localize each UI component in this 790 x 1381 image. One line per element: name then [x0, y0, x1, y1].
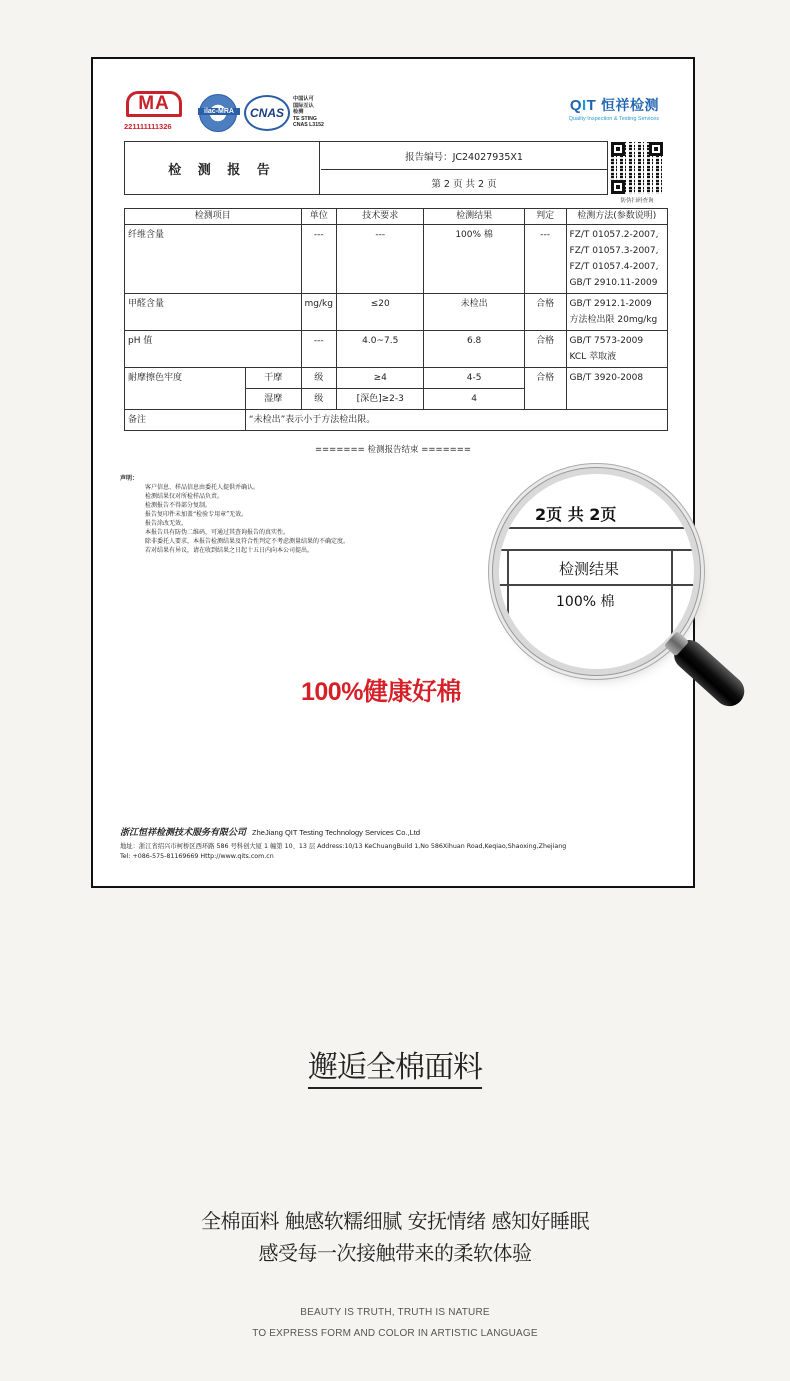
- col-header: 检测项目: [125, 209, 302, 225]
- magnified-header: 检测结果: [559, 560, 620, 578]
- col-header: 单位: [301, 209, 336, 225]
- report-title: 检 测 报 告: [125, 142, 320, 194]
- results-table: [124, 208, 668, 431]
- cell-subitem: 干摩: [245, 368, 301, 389]
- cell-req: ≤20: [336, 294, 424, 331]
- cell-unit: 级: [301, 389, 336, 410]
- promo-headline: 100%健康好棉: [301, 678, 461, 706]
- cell-verdict: 合格: [524, 294, 566, 331]
- cnas-logo: CNAS: [244, 95, 290, 131]
- magnified-result: 100% 棉: [556, 594, 615, 610]
- col-header: 检测结果: [424, 209, 524, 225]
- cell-unit: ---: [301, 331, 336, 368]
- description-copy: [0, 1205, 790, 1269]
- table-row: [125, 368, 668, 389]
- declaration-item: 检测报告不得部分复制。: [145, 502, 212, 509]
- cell-result: 100% 棉: [424, 225, 524, 294]
- cell-subitem: 湿摩: [245, 389, 301, 410]
- cell-result: 4-5: [424, 368, 524, 389]
- declaration: [120, 474, 349, 555]
- note-label: 备注: [125, 410, 246, 431]
- cell-verdict: ---: [524, 225, 566, 294]
- cell-method: FZ/T 01057.2-2007, FZ/T 01057.3-2007, FZ/T 01057.4-2007, GB/T 2910.11-2009: [566, 225, 667, 294]
- cma-number: 221111111326: [124, 122, 172, 131]
- table-header-row: [125, 209, 668, 225]
- qit-logo: QIT 恒祥检测 Quality Inspection & Testing Services: [568, 97, 659, 122]
- table-note-row: [125, 410, 668, 431]
- tagline-line: TO EXPRESS FORM AND COLOR IN ARTISTIC LANGUAGE: [252, 1328, 538, 1339]
- company-name: [120, 825, 420, 838]
- cnas-info: 中国认可 国际互认 检测 TE STING CNAS L3152: [293, 96, 324, 128]
- cell-result: 4: [424, 389, 524, 410]
- report-header: [124, 141, 608, 195]
- cell-verdict: 合格: [524, 331, 566, 368]
- cell-item: 纤维含量: [125, 225, 302, 294]
- page-indicator: 第 2 页 共 2 页: [431, 178, 497, 190]
- col-header: 检测方法(参数说明): [566, 209, 667, 225]
- table-row: [125, 294, 668, 331]
- cell-item: pH 值: [125, 331, 302, 368]
- cma-mark: MA: [126, 91, 182, 117]
- qr-code-icon: [611, 142, 663, 194]
- cell-item: 甲醛含量: [125, 294, 302, 331]
- cma-logo: [124, 91, 182, 133]
- note-text: “未检出”表示小于方法检出限。: [245, 410, 667, 431]
- cell-req: ≥4: [336, 368, 424, 389]
- report-end-marker: ======= 检测报告结束 =======: [314, 445, 472, 455]
- cell-req: 4.0~7.5: [336, 331, 424, 368]
- declaration-item: 客户信息、样品信息由委托人提供并确认。: [145, 484, 260, 491]
- table-row: [125, 225, 668, 294]
- table-row: [125, 331, 668, 368]
- declaration-heading: 声明：: [120, 475, 139, 482]
- magnifier-lens: [499, 474, 694, 669]
- section-title: 邂逅全棉面料: [0, 1042, 790, 1086]
- qr-caption: 防伪扫码查询: [620, 198, 654, 204]
- cell-method: GB/T 3920-2008: [566, 368, 667, 410]
- declaration-item: 若对结果有异议，请在收到结果之日起十五日内向本公司提出。: [145, 547, 314, 554]
- company-name-en: ZheJiang QIT Testing Technology Services Co.,Ltd: [252, 828, 421, 837]
- col-header: 判定: [524, 209, 566, 225]
- english-tagline: [0, 1302, 790, 1344]
- test-report-document: [91, 57, 695, 888]
- declaration-item: 报告复印件未加盖“检验专用章”无效。: [145, 511, 248, 518]
- company-name-cn: 浙江恒祥检测技术服务有限公司: [120, 828, 247, 838]
- declaration-item: 检测结果仅对所检样品负责。: [145, 493, 224, 500]
- copy-line: 全棉面料 触感软糯细腻 安抚情绪 感知好睡眠: [200, 1209, 590, 1233]
- ilac-mra-logo: ilac-MRA: [199, 94, 237, 132]
- declaration-item: 除非委托人要求，本报告检测结果及符合性判定不考虑测量结果的不确定度。: [145, 538, 350, 545]
- company-address: 地址：浙江省绍兴市柯桥区西环路 586 号科创大厦 1 幢第 10、13 层 Address:10/13 KeChuangBuild 1,No 586Xihuan Road,Keqiao,Shaoxing,Zhejiang: [120, 843, 567, 850]
- cell-unit: 级: [301, 368, 336, 389]
- cell-verdict: 合格: [524, 368, 566, 410]
- cell-method: GB/T 2912.1-2009 方法检出限 20mg/kg: [566, 294, 667, 331]
- declaration-item: 本报告具有防伪二维码，可通过其查询报告的真实性。: [145, 529, 290, 536]
- col-header: 技术要求: [336, 209, 424, 225]
- declaration-item: 报告涂改无效。: [145, 520, 188, 527]
- magnified-page-text: 2页 共 2页: [535, 505, 617, 524]
- cell-item: 耐摩擦色牢度: [125, 368, 246, 410]
- cell-method: GB/T 7573-2009 KCL 萃取液: [566, 331, 667, 368]
- cell-unit: mg/kg: [301, 294, 336, 331]
- cell-unit: ---: [301, 225, 336, 294]
- tagline-line: BEAUTY IS TRUTH, TRUTH IS NATURE: [300, 1307, 490, 1318]
- qit-tagline: Quality Inspection & Testing Services: [568, 116, 659, 122]
- copy-line: 感受每一次接触带来的柔软体验: [258, 1241, 532, 1265]
- cell-req: ---: [336, 225, 424, 294]
- cell-req: [深色]≥2-3: [336, 389, 424, 410]
- cell-result: 未检出: [424, 294, 524, 331]
- company-tel: Tel: +086-575-81169669 Http://www.qits.com.cn: [120, 853, 274, 860]
- report-number: 报告编号：JC24027935X1: [321, 142, 607, 170]
- cell-result: 6.8: [424, 331, 524, 368]
- company-contact: [120, 842, 566, 862]
